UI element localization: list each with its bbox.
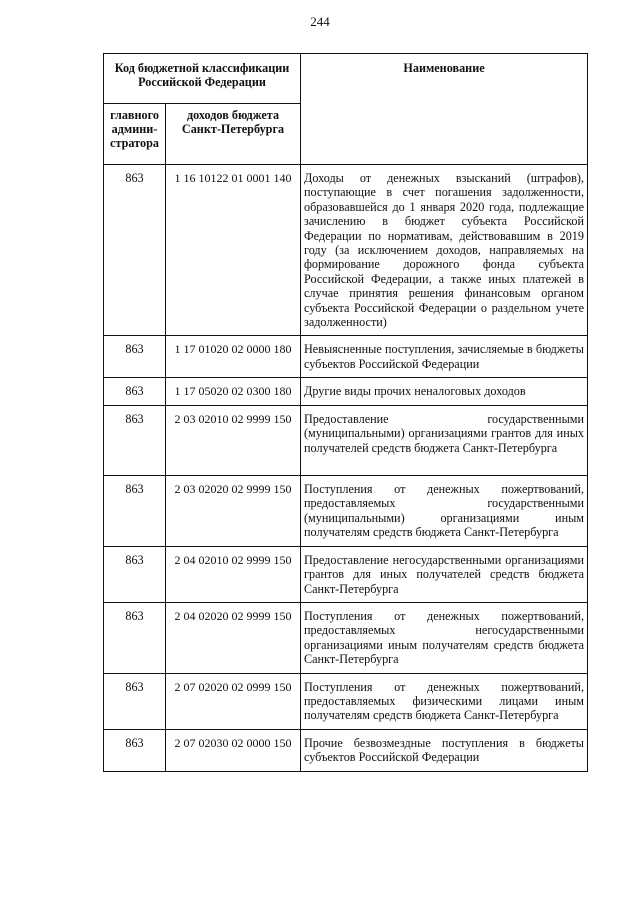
income-code-cell: 2 03 02020 02 9999 150 bbox=[166, 475, 301, 546]
table-row bbox=[104, 378, 588, 405]
income-code-cell: 2 04 02010 02 9999 150 bbox=[166, 546, 301, 602]
admin-code-cell: 863 bbox=[104, 378, 166, 405]
table-row bbox=[104, 165, 588, 336]
header-name: Наименование bbox=[301, 54, 588, 165]
income-name-cell: Поступления от денежных пожертвований, предоставляемых государственными (муниципальными) организациями иным получателям средств бюджета Санкт-Петербурга bbox=[301, 475, 588, 546]
admin-code-cell: 863 bbox=[104, 602, 166, 673]
income-code-cell: 2 07 02020 02 0999 150 bbox=[166, 673, 301, 729]
table-row bbox=[104, 729, 588, 771]
income-code-cell: 1 16 10122 01 0001 140 bbox=[166, 165, 301, 336]
header-budget-income: доходов бюджета Санкт-Петербурга bbox=[166, 104, 301, 165]
income-name-cell: Другие виды прочих неналоговых доходов bbox=[301, 378, 588, 405]
admin-code-cell: 863 bbox=[104, 165, 166, 336]
income-code-cell: 1 17 05020 02 0300 180 bbox=[166, 378, 301, 405]
table-row bbox=[104, 673, 588, 729]
income-name-cell: Доходы от денежных взысканий (штрафов), поступающие в счет погашения задолженности, образовавшейся до 1 января 2020 года, подлежащие зачислению в бюджет субъекта Российской Федерации по нормативам, действовавшим в 2019 году (за исключением доходов, направляемых на формирование дорожного фонда субъекта Российской Федерации, а также иных платежей в случае принятия решения финансовым органом субъекта Российской Федерации о раздельном учете задолженности) bbox=[301, 165, 588, 336]
page-number: 244 bbox=[310, 14, 330, 29]
income-name-cell: Предоставление негосударственными организациями грантов для иных получателей средств бюджета Санкт-Петербурга bbox=[301, 546, 588, 602]
income-code-cell: 1 17 01020 02 0000 180 bbox=[166, 336, 301, 378]
table-row bbox=[104, 336, 588, 378]
income-code-cell: 2 07 02030 02 0000 150 bbox=[166, 729, 301, 771]
admin-code-cell: 863 bbox=[104, 475, 166, 546]
table-row bbox=[104, 475, 588, 546]
income-name-cell: Прочие безвозмездные поступления в бюджеты субъектов Российской Федерации bbox=[301, 729, 588, 771]
header-chief-administrator: главного админи-стратора bbox=[104, 104, 166, 165]
budget-classification-table bbox=[103, 53, 588, 772]
admin-code-cell: 863 bbox=[104, 673, 166, 729]
income-name-cell: Невыясненные поступления, зачисляемые в бюджеты субъектов Российской Федерации bbox=[301, 336, 588, 378]
income-name-cell: Поступления от денежных пожертвований, предоставляемых негосударственными организациями иным получателям средств бюджета Санкт-Петербурга bbox=[301, 602, 588, 673]
table-row bbox=[104, 546, 588, 602]
table-row bbox=[104, 405, 588, 475]
admin-code-cell: 863 bbox=[104, 405, 166, 475]
admin-code-cell: 863 bbox=[104, 546, 166, 602]
header-budget-code-group: Код бюджетной классификации Российской Федерации bbox=[104, 54, 301, 104]
admin-code-cell: 863 bbox=[104, 336, 166, 378]
income-code-cell: 2 03 02010 02 9999 150 bbox=[166, 405, 301, 475]
admin-code-cell: 863 bbox=[104, 729, 166, 771]
income-code-cell: 2 04 02020 02 9999 150 bbox=[166, 602, 301, 673]
income-name-cell: Поступления от денежных пожертвований, предоставляемых физическими лицами иным получателям средств бюджета Санкт-Петербурга bbox=[301, 673, 588, 729]
income-name-cell: Предоставление государственными (муниципальными) организациями грантов для иных получателей средств бюджета Санкт-Петербурга bbox=[301, 405, 588, 475]
table-row bbox=[104, 602, 588, 673]
